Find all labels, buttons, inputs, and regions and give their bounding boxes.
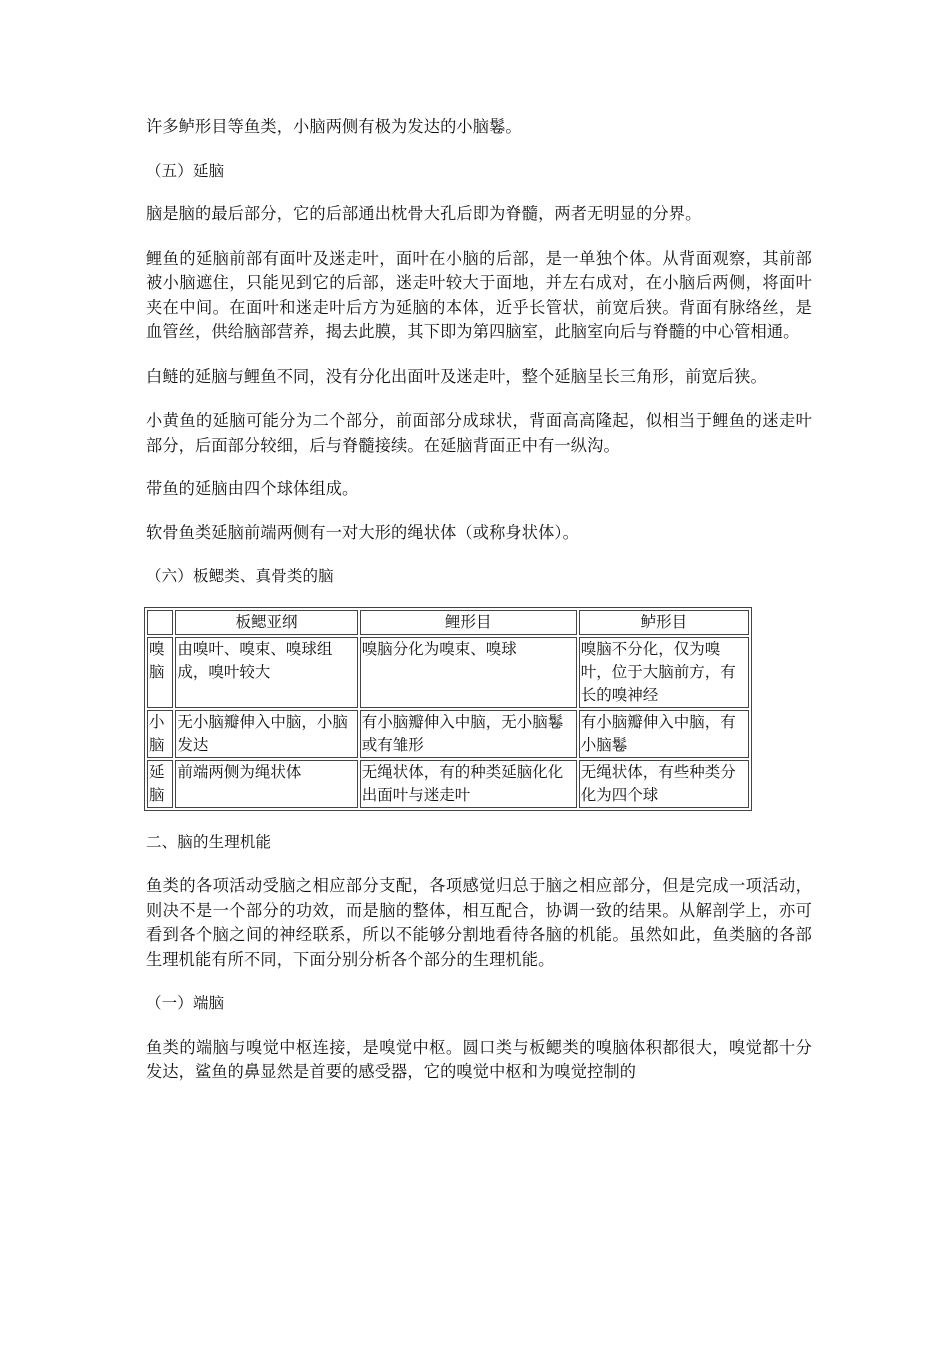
table-cell: 无小脑瓣伸入中脑，小脑发达 — [175, 710, 357, 758]
heading-telencephalon: （一）端脑 — [146, 994, 225, 1012]
table-row — [147, 760, 749, 808]
paragraph-cerebellum-note: 许多鲈形目等鱼类，小脑两侧有极为发达的小脑鬈。 — [146, 117, 522, 136]
table-header-cell — [147, 610, 173, 635]
table-cell: 延脑 — [147, 760, 173, 808]
heading-brain-comparison: （六）板鳃类、真骨类的脑 — [146, 567, 334, 585]
table-row — [147, 637, 749, 708]
table-cell: 嗅脑不分化，仅为嗅叶，位于大脑前方，有长的嗅神经 — [579, 637, 749, 708]
document-body — [146, 115, 812, 1085]
paragraph-hairtail-medulla: 带鱼的延脑由四个球体组成。 — [146, 479, 359, 498]
paragraph-silver-carp-medulla: 白鲢的延脑与鲤鱼不同，没有分化出面叶及迷走叶，整个延脑呈长三角形，前宽后狭。 — [146, 366, 767, 386]
table-header-cell: 板鳃亚纲 — [175, 610, 357, 635]
table-header-cell: 鲤形目 — [360, 610, 577, 635]
table-cell: 嗅脑 — [147, 637, 173, 708]
table-cell: 嗅脑分化为嗅束、嗅球 — [360, 637, 577, 708]
table-cell: 小脑 — [147, 710, 173, 758]
paragraph-physiology-intro: 鱼类的各项活动受脑之相应部分支配，各项感觉归总于脑之相应部分，但是完成一项活动，则决不是一个部分的功效，而是脑的整体，相互配合，协调一致的结果。从解剖学上，亦可看到各个脑之间的神经联系，所以不能够分割地看待各脑的机能。虽然如此，鱼类脑的各部生理机能有所不同，下面分别分析各个部分的生理机能。 — [146, 876, 812, 969]
paragraph-cartilaginous-medulla: 软骨鱼类延脑前端两侧有一对大形的绳状体（或称身状体）。 — [146, 522, 580, 542]
table-header-cell: 鲈形目 — [579, 610, 749, 635]
paragraph-yellow-croaker-medulla: 小黄鱼的延脑可能分为二个部分，前面部分成球状，背面高高隆起，似相当于鲤鱼的迷走叶部分，后面部分较细，后与脊髓接续。在延脑背面正中有一纵沟。 — [146, 411, 812, 455]
table-row — [147, 710, 749, 758]
table-header-row — [147, 610, 749, 635]
table-cell: 无绳状体，有些种类分化为四个球 — [579, 760, 749, 808]
table-cell: 前端两侧为绳状体 — [175, 760, 357, 808]
heading-medulla: （五）延脑 — [146, 161, 225, 180]
table-cell: 有小脑瓣伸入中脑，有小脑鬈 — [579, 710, 749, 758]
heading-physiology: 二、脑的生理机能 — [146, 832, 272, 851]
table-cell: 有小脑瓣伸入中脑，无小脑鬈或有雏形 — [360, 710, 577, 758]
brain-comparison-table — [144, 607, 752, 811]
table-cell: 由嗅叶、嗅束、嗅球组成，嗅叶较大 — [175, 637, 357, 708]
paragraph-carp-medulla: 鲤鱼的延脑前部有面叶及迷走叶，面叶在小脑的后部，是一单独个体。从背面观察，其前部被小脑遮住，只能见到它的后部，迷走叶较大于面地，并左右成对，在小脑后两侧，将面叶夹在中间。在面叶和迷走叶后方为延脑的本体，近乎长管状，前宽后狭。背面有脉络丝，是血管丝，供给脑部营养，揭去此膜，其下即为第四脑室，此脑室向后与脊髓的中心管相通。 — [146, 248, 812, 341]
table-cell: 无绳状体，有的种类延脑化化出面叶与迷走叶 — [360, 760, 577, 808]
paragraph-medulla-intro: 脑是脑的最后部分，它的后部通出枕骨大孔后即为脊髓，两者无明显的分界。 — [146, 204, 702, 223]
paragraph-telencephalon: 鱼类的端脑与嗅觉中枢连接，是嗅觉中枢。圆口类与板鳃类的嗅脑体积都很大，嗅觉都十分发达，鲨鱼的鼻显然是首要的感受器，它的嗅觉中枢和为嗅觉控制的 — [146, 1037, 812, 1081]
